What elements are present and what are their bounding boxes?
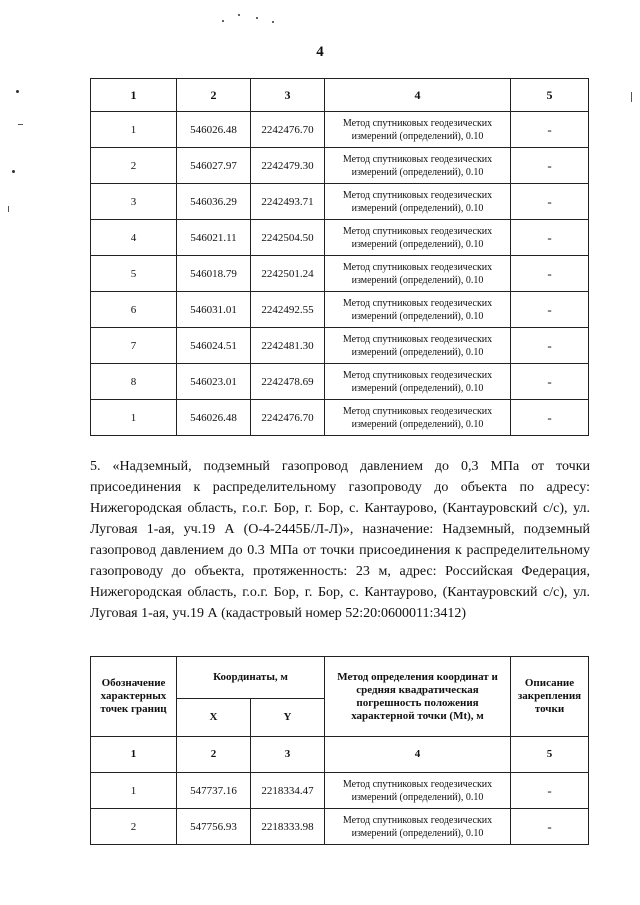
scan-speck bbox=[16, 90, 19, 93]
description-cell: - bbox=[511, 292, 589, 328]
number-cell: 4 bbox=[325, 737, 511, 773]
table-row bbox=[91, 184, 589, 220]
y-cell: 2242476.70 bbox=[251, 400, 325, 436]
number-cell: 3 bbox=[251, 737, 325, 773]
coordinates-table-1 bbox=[90, 78, 589, 436]
y-cell: 2242492.55 bbox=[251, 292, 325, 328]
header-x: X bbox=[177, 699, 251, 737]
x-cell: 546031.01 bbox=[177, 292, 251, 328]
table-row bbox=[91, 364, 589, 400]
y-cell: 2242478.69 bbox=[251, 364, 325, 400]
y-cell: 2242504.50 bbox=[251, 220, 325, 256]
header-description: Описание закрепления точки bbox=[511, 657, 589, 737]
table-row bbox=[91, 773, 589, 809]
x-cell: 546024.51 bbox=[177, 328, 251, 364]
table-header-row bbox=[91, 657, 589, 699]
object-description: 5. «Надземный, подземный газопровод давлением до 0,3 МПа от точки присоединения к распределительному газопроводу до объекта по адресу: Нижегородская область, г.о.г. Бор, г. Бор, с. Кантаурово, (Кантауровский с/с), ул. Луговая 1-ая, уч.19 А (О-4-2445Б/Л-Л)», назначение: Надземный, подземный газопровод давлением до 0.3 МПа от точки присоединения к распределительному газопроводу до объекта, протяженность: 23 м, адрес: Российская Федерация, Нижегородская область, г.о.г. Бор, г. Бор, с. Кантаурово, (Кантауровский с/с), ул. Луговая 1-ая, уч.19 А (кадастровый номер 52:20:0600011:3412) bbox=[90, 459, 590, 621]
method-cell: Метод спутниковых геодезических измерений (определений), 0.10 bbox=[325, 112, 511, 148]
header-cell: 1 bbox=[91, 79, 177, 112]
y-cell: 2218334.47 bbox=[251, 773, 325, 809]
header-cell: 3 bbox=[251, 79, 325, 112]
y-cell: 2242493.71 bbox=[251, 184, 325, 220]
x-cell: 546027.97 bbox=[177, 148, 251, 184]
header-cell: 4 bbox=[325, 79, 511, 112]
number-cell: 2 bbox=[177, 737, 251, 773]
table-row bbox=[91, 400, 589, 436]
method-cell: Метод спутниковых геодезических измерений (определений), 0.10 bbox=[325, 364, 511, 400]
table-row bbox=[91, 328, 589, 364]
x-cell: 546026.48 bbox=[177, 400, 251, 436]
description-cell: - bbox=[511, 220, 589, 256]
page-number: 4 bbox=[316, 44, 324, 60]
x-cell: 547756.93 bbox=[177, 809, 251, 845]
method-cell: Метод спутниковых геодезических измерений (определений), 0.10 bbox=[325, 148, 511, 184]
table-header-row bbox=[91, 79, 589, 112]
x-cell: 547737.16 bbox=[177, 773, 251, 809]
point-cell: 2 bbox=[91, 148, 177, 184]
description-cell: - bbox=[511, 364, 589, 400]
description-cell: - bbox=[511, 256, 589, 292]
method-cell: Метод спутниковых геодезических измерений (определений), 0.10 bbox=[325, 184, 511, 220]
table-row bbox=[91, 256, 589, 292]
x-cell: 546023.01 bbox=[177, 364, 251, 400]
method-cell: Метод спутниковых геодезических измерений (определений), 0.10 bbox=[325, 256, 511, 292]
y-cell: 2242481.30 bbox=[251, 328, 325, 364]
description-cell: - bbox=[511, 773, 589, 809]
point-cell: 7 bbox=[91, 328, 177, 364]
x-cell: 546021.11 bbox=[177, 220, 251, 256]
number-cell: 1 bbox=[91, 737, 177, 773]
point-cell: 1 bbox=[91, 112, 177, 148]
point-cell: 6 bbox=[91, 292, 177, 328]
description-cell: - bbox=[511, 809, 589, 845]
coordinates-table-2 bbox=[90, 656, 589, 845]
method-cell: Метод спутниковых геодезических измерений (определений), 0.10 bbox=[325, 220, 511, 256]
y-cell: 2242501.24 bbox=[251, 256, 325, 292]
point-cell: 1 bbox=[91, 773, 177, 809]
table-row bbox=[91, 148, 589, 184]
scan-speck bbox=[222, 20, 224, 22]
number-cell: 5 bbox=[511, 737, 589, 773]
scan-mark bbox=[631, 92, 632, 102]
point-cell: 8 bbox=[91, 364, 177, 400]
description-cell: - bbox=[511, 112, 589, 148]
method-cell: Метод спутниковых геодезических измерений (определений), 0.10 bbox=[325, 773, 511, 809]
header-y: Y bbox=[251, 699, 325, 737]
scan-speck bbox=[238, 14, 240, 16]
point-cell: 1 bbox=[91, 400, 177, 436]
description-cell: - bbox=[511, 400, 589, 436]
y-cell: 2218333.98 bbox=[251, 809, 325, 845]
y-cell: 2242476.70 bbox=[251, 112, 325, 148]
point-cell: 5 bbox=[91, 256, 177, 292]
header-cell: 2 bbox=[177, 79, 251, 112]
scan-mark bbox=[18, 124, 23, 125]
scan-speck bbox=[256, 17, 258, 19]
header-point: Обозначение характерных точек границ bbox=[91, 657, 177, 737]
point-cell: 2 bbox=[91, 809, 177, 845]
scan-speck bbox=[12, 170, 15, 173]
method-cell: Метод спутниковых геодезических измерений (определений), 0.10 bbox=[325, 292, 511, 328]
header-cell: 5 bbox=[511, 79, 589, 112]
x-cell: 546018.79 bbox=[177, 256, 251, 292]
description-cell: - bbox=[511, 328, 589, 364]
header-coordinates: Координаты, м bbox=[177, 657, 325, 699]
method-cell: Метод спутниковых геодезических измерений (определений), 0.10 bbox=[325, 809, 511, 845]
x-cell: 546036.29 bbox=[177, 184, 251, 220]
table-row bbox=[91, 112, 589, 148]
x-cell: 546026.48 bbox=[177, 112, 251, 148]
point-cell: 4 bbox=[91, 220, 177, 256]
point-cell: 3 bbox=[91, 184, 177, 220]
description-cell: - bbox=[511, 184, 589, 220]
table-number-row bbox=[91, 737, 589, 773]
scan-speck bbox=[272, 21, 274, 23]
scan-mark bbox=[8, 206, 9, 212]
y-cell: 2242479.30 bbox=[251, 148, 325, 184]
table-row bbox=[91, 220, 589, 256]
description-cell: - bbox=[511, 148, 589, 184]
method-cell: Метод спутниковых геодезических измерений (определений), 0.10 bbox=[325, 328, 511, 364]
table-row bbox=[91, 292, 589, 328]
table-row bbox=[91, 809, 589, 845]
header-method: Метод определения координат и средняя квадратическая погрешность положения характерной точки (Mt), м bbox=[325, 657, 511, 737]
method-cell: Метод спутниковых геодезических измерений (определений), 0.10 bbox=[325, 400, 511, 436]
